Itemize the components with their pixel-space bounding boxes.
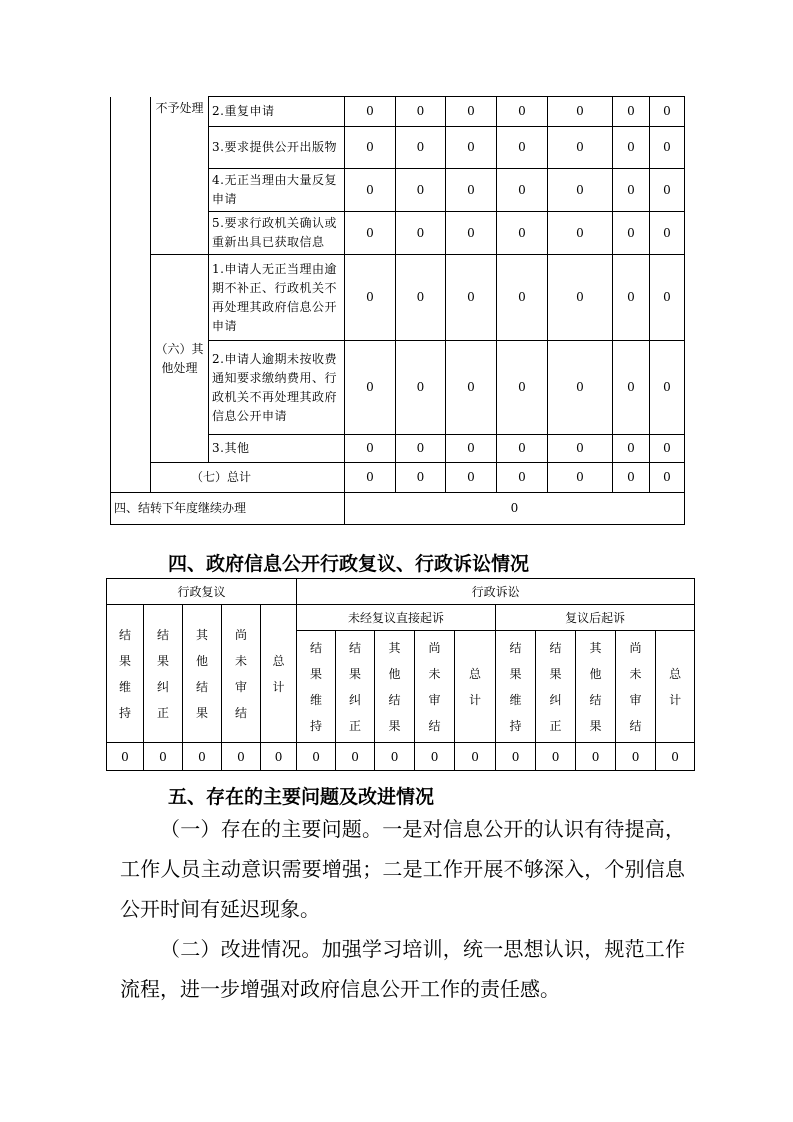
vertical-header-text: 结 果 维 持 [310,640,323,733]
count-value: 0 [144,743,183,771]
cell-value: 0 [396,97,446,127]
review-col-head [222,605,261,743]
vertical-header-text: 结 果 维 持 [509,640,522,733]
total-value: 0 [548,463,613,493]
cell-value: 0 [396,169,446,212]
after-col-head [496,631,536,743]
count-value: 0 [222,743,261,771]
review-litigation-table [106,578,695,771]
cell-value: 0 [613,127,650,169]
row-label: 1.申请人无正当理由逾期不补正、行政机关不再处理其政府信息公开申请 [209,255,345,341]
count-value: 0 [415,743,455,771]
cell-value: 0 [613,341,650,435]
direct-col-head [455,631,496,743]
total-value: 0 [345,463,396,493]
cell-value: 0 [446,169,497,212]
cell-value: 0 [446,435,497,463]
cell-value: 0 [548,435,613,463]
direct-col-head [375,631,415,743]
vertical-header-text: 结 果 纠 正 [349,640,362,733]
direct-suit-header: 未经复议直接起诉 [297,605,496,631]
improvement-paragraph: （二）改进情况。加强学习培训，统一思想认识，规范工作流程，进一步增强对政府信息公开工作的责任感。 [120,937,685,1001]
cell-value: 0 [345,435,396,463]
count-value: 0 [536,743,576,771]
row-group-label: （六）其他处理 [151,255,209,463]
admin-review-header: 行政复议 [107,579,297,605]
cell-value: 0 [497,255,548,341]
cell-value: 0 [613,169,650,212]
cell-value: 0 [396,212,446,255]
cell-value: 0 [613,255,650,341]
after-col-head [616,631,656,743]
row-label: 4.无正当理由大量反复申请 [209,169,345,212]
vertical-header-text: 结 果 纠 正 [549,640,562,733]
count-value: 0 [375,743,415,771]
total-value: 0 [650,463,685,493]
cell-value: 0 [650,127,685,169]
row-group-label: 不予处理 [151,97,209,255]
cell-value: 0 [446,341,497,435]
row-label: 2.重复申请 [209,97,345,127]
section5-title: 五、存在的主要问题及改进情况 [168,786,435,808]
cell-value: 0 [497,212,548,255]
cell-value: 0 [548,97,613,127]
cell-value: 0 [650,97,685,127]
cell-value: 0 [345,127,396,169]
row-label: 5.要求行政机关确认或重新出具已获取信息 [209,212,345,255]
count-value: 0 [576,743,616,771]
cell-value: 0 [613,97,650,127]
after-col-head [576,631,616,743]
review-col-head [107,605,144,743]
total-value: 0 [613,463,650,493]
count-value: 0 [616,743,656,771]
cell-value: 0 [497,435,548,463]
total-value: 0 [497,463,548,493]
cell-value: 0 [345,341,396,435]
cell-value: 0 [396,127,446,169]
vertical-header-text: 结 果 纠 正 [156,627,169,720]
vertical-header-text: 尚 未 审 结 [234,627,247,720]
cell-value: 0 [548,255,613,341]
cell-value: 0 [650,435,685,463]
cell-value: 0 [345,255,396,341]
total-value: 0 [446,463,497,493]
admin-litigation-header: 行政诉讼 [297,579,695,605]
carry-over-label: 四、结转下年度继续办理 [111,493,345,525]
section4-title: 四、政府信息公开行政复议、行政诉讼情况 [168,553,530,575]
count-value: 0 [656,743,695,771]
cell-value: 0 [497,341,548,435]
row-label: 2.申请人逾期未按收费通知要求缴纳费用、行政机关不再处理其政府信息公开申请 [209,341,345,435]
count-value: 0 [455,743,496,771]
count-value: 0 [183,743,222,771]
cell-value: 0 [446,97,497,127]
after-review-header: 复议后起诉 [496,605,695,631]
cell-value: 0 [650,341,685,435]
cell-value: 0 [650,212,685,255]
cell-value: 0 [497,97,548,127]
total-label: （七）总计 [151,463,345,493]
cell-value: 0 [446,212,497,255]
cell-value: 0 [613,212,650,255]
cell-value: 0 [548,169,613,212]
direct-col-head [297,631,336,743]
cell-value: 0 [650,255,685,341]
cell-value: 0 [396,435,446,463]
count-value: 0 [297,743,336,771]
cell-value: 0 [345,169,396,212]
cell-value: 0 [446,127,497,169]
cell-value: 0 [650,169,685,212]
outer-group-cell [111,97,151,493]
cell-value: 0 [548,212,613,255]
cell-value: 0 [345,212,396,255]
total-value: 0 [396,463,446,493]
review-col-head [261,605,297,743]
cell-value: 0 [396,341,446,435]
section5-body [120,809,685,1009]
after-col-head [536,631,576,743]
review-col-head [144,605,183,743]
cell-value: 0 [548,341,613,435]
carry-over-value: 0 [345,493,685,525]
count-value: 0 [496,743,536,771]
vertical-header-text: 尚 未 审 结 [428,640,441,733]
vertical-header-text: 总 计 [669,666,682,707]
row-label: 3.要求提供公开出版物 [209,127,345,169]
vertical-header-text: 总 计 [469,666,482,707]
count-value: 0 [336,743,375,771]
count-value: 0 [261,743,297,771]
vertical-header-text: 总 计 [272,653,285,694]
problems-paragraph: （一）存在的主要问题。一是对信息公开的认识有待提高，工作人员主动意识需要增强；二是工作开展不够深入，个别信息公开时间有延迟现象。 [120,817,685,921]
disposal-table [110,96,685,525]
direct-col-head [415,631,455,743]
vertical-header-text: 尚 未 审 结 [629,640,642,733]
row-label: 3.其他 [209,435,345,463]
cell-value: 0 [548,127,613,169]
after-col-head [656,631,695,743]
vertical-header-text: 其 他 结 果 [589,640,602,733]
direct-col-head [336,631,375,743]
count-value: 0 [107,743,144,771]
vertical-header-text: 结 果 维 持 [118,627,131,720]
review-col-head [183,605,222,743]
cell-value: 0 [345,97,396,127]
vertical-header-text: 其 他 结 果 [388,640,401,733]
vertical-header-text: 其 他 结 果 [195,627,208,720]
cell-value: 0 [497,127,548,169]
cell-value: 0 [446,255,497,341]
cell-value: 0 [613,435,650,463]
cell-value: 0 [396,255,446,341]
cell-value: 0 [497,169,548,212]
